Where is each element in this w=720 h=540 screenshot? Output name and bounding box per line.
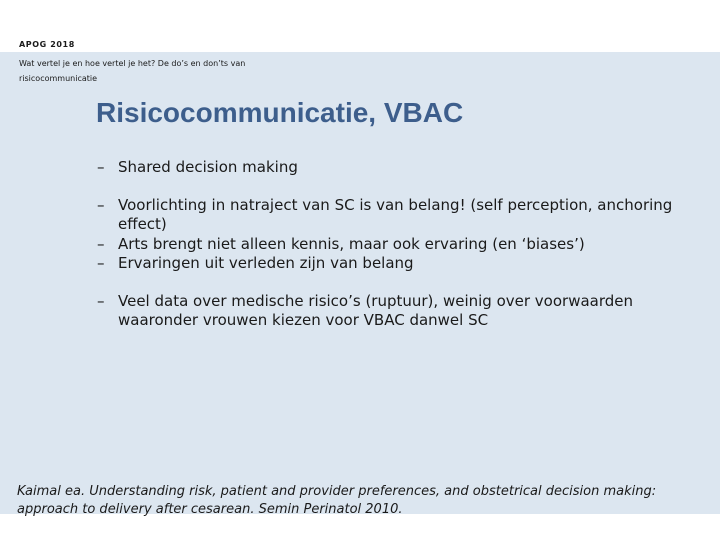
bullet-item [97, 158, 707, 178]
slide-title: Risicocommunicatie, VBAC [96, 97, 464, 128]
bullet-item [97, 235, 707, 255]
bullet-list [97, 158, 707, 331]
bullet-text: Shared decision making [118, 158, 298, 176]
presentation-subtitle: Wat vertel je en hoe vertel je het? De do’s en don’ts van risicocommunicatie [19, 59, 246, 83]
bullet-dash: – [97, 195, 105, 214]
bullet-text: Arts brengt niet alleen kennis, maar ook ervaring (en ‘biases’) [118, 234, 585, 253]
conference-label: APOG 2018 [19, 40, 75, 49]
bullet-item [97, 292, 707, 331]
bullet-item [97, 196, 707, 235]
bullet-text: Ervaringen uit verleden zijn van belang [118, 254, 414, 272]
bullet-text: Voorlichting in natraject van SC is van belang! (self perception, anchoring effect) [118, 195, 673, 233]
bullet-dash: – [97, 291, 105, 310]
bullet-dash: – [97, 158, 105, 176]
bullet-dash: – [97, 234, 105, 253]
bullet-text: Veel data over medische risico’s (ruptuur), weinig over voorwaarden waaronder vrouwen kiezen voor VBAC danwel SC [118, 291, 634, 329]
bullet-item [97, 254, 707, 274]
citation-reference: Kaimal ea. Understanding risk, patient and provider preferences, and obstetrical decision making: approach to delivery after cesarean. Semin Perinatol 2010. [17, 484, 657, 517]
bullet-dash: – [97, 254, 105, 272]
